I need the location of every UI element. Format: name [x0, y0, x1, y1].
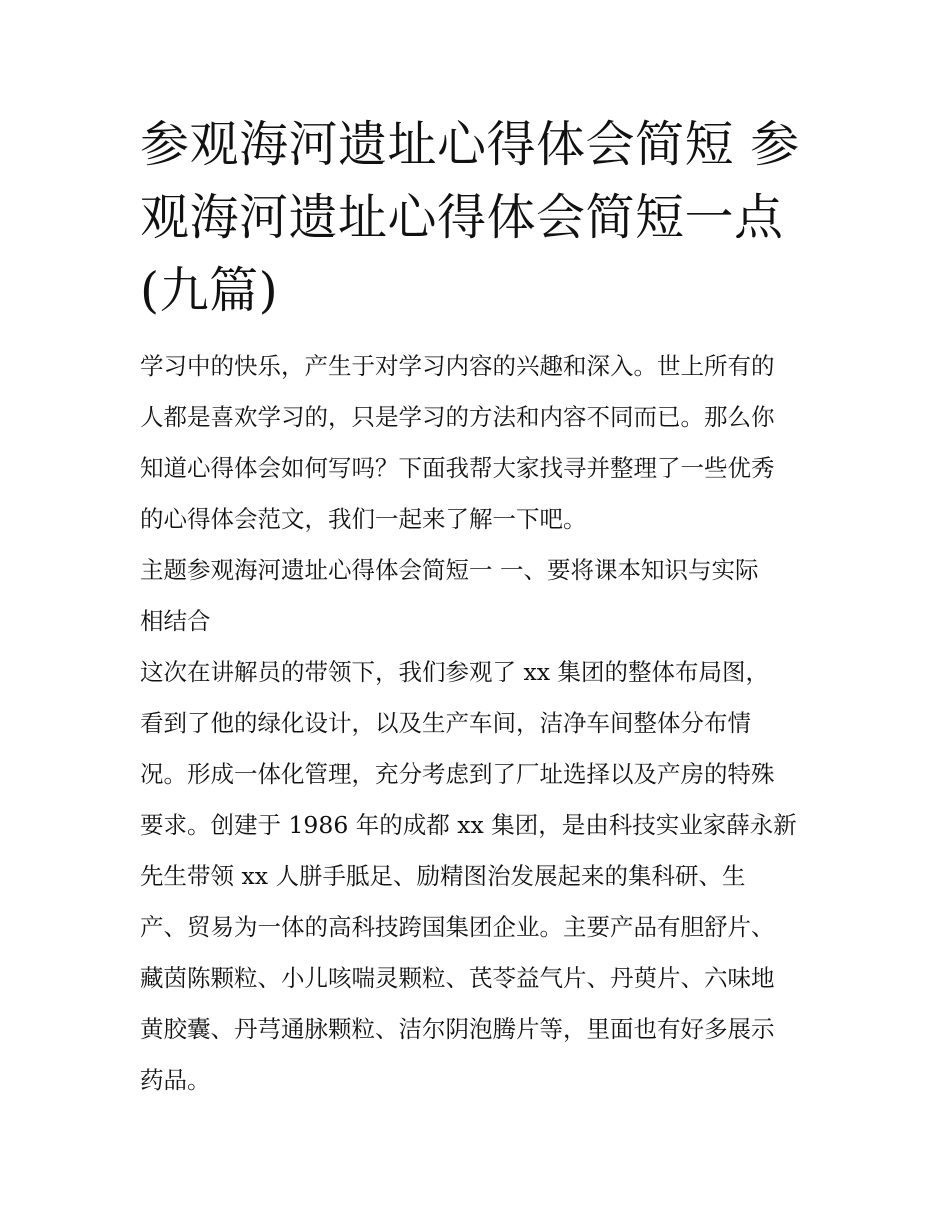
- text-line: 药品。: [140, 1066, 211, 1094]
- text-line: 藏茵陈颗粒、小儿咳喘灵颗粒、芪苓益气片、丹萸片、六味地: [140, 964, 775, 992]
- text-line: 相结合: [140, 607, 211, 635]
- text-line: 要求。创建于 1986 年的成都 xx 集团，是由科技实业家薛永新: [140, 811, 797, 839]
- section-heading-paragraph: [140, 545, 812, 647]
- text-line: 黄胶囊、丹芎通脉颗粒、洁尔阴泡腾片等，里面也有好多展示: [140, 1015, 775, 1043]
- text-line: 的心得体会范文，我们一起来了解一下吧。: [140, 505, 587, 533]
- text-line: 学习中的快乐，产生于对学习内容的兴趣和深入。世上所有的: [140, 352, 775, 380]
- title-line: 参观海河遗址心得体会简短 参: [140, 116, 800, 173]
- text-line: 先生带领 xx 人胼手胝足、励精图治发展起来的集科研、生: [140, 862, 746, 890]
- title-line: (九篇): [140, 262, 279, 319]
- text-line: 这次在讲解员的带领下，我们参观了 xx 集团的整体布局图，: [140, 658, 769, 686]
- intro-paragraph: [140, 341, 812, 545]
- text-line: 知道心得体会如何写吗？下面我帮大家找寻并整理了一些优秀: [140, 454, 775, 482]
- text-line: 人都是喜欢学习的，只是学习的方法和内容不同而已。那么你: [140, 403, 775, 431]
- title-line: 观海河遗址心得体会简短一点: [140, 189, 784, 246]
- text-line: 况。形成一体化管理，充分考虑到了厂址选择以及产房的特殊: [140, 760, 775, 788]
- document-body: [140, 341, 812, 1106]
- document-title: [140, 108, 812, 327]
- content-paragraph: [140, 647, 812, 1106]
- text-line: 主题参观海河遗址心得体会简短一 一、要将课本知识与实际: [140, 556, 759, 584]
- document-page: [140, 108, 812, 1106]
- text-line: 产、贸易为一体的高科技跨国集团企业。主要产品有胆舒片、: [140, 913, 775, 941]
- text-line: 看到了他的绿化设计，以及生产车间，洁净车间整体分布情: [140, 709, 751, 737]
